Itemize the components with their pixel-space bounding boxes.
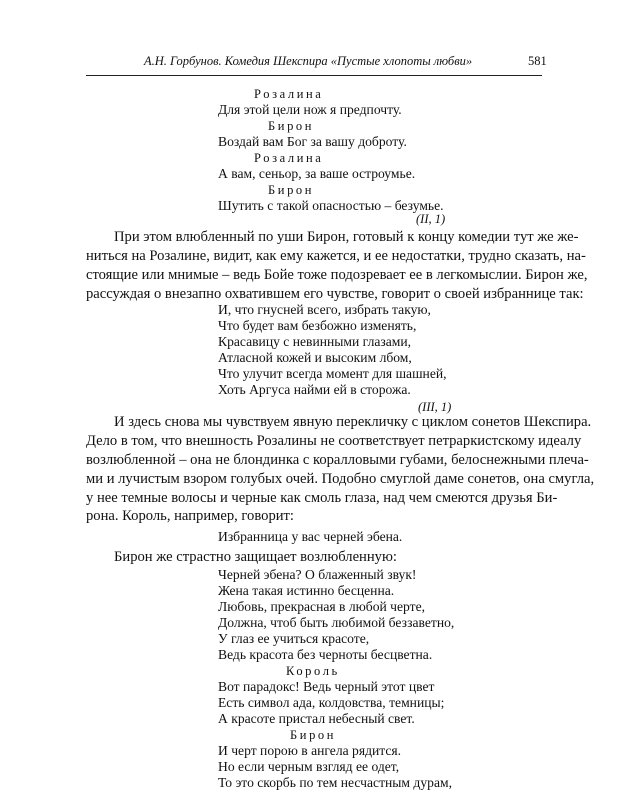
verse-line: Что улучит всегда момент для шашней,	[218, 366, 447, 381]
text-line: ми и лучистым взором голубых очей. Подобно смуглой даме сонетов, она смугла,	[86, 470, 595, 487]
speaker-label: Розалина	[254, 87, 324, 101]
speaker-label: Розалина	[254, 151, 324, 165]
text-line: Бирон же страстно защищает возлюбленную:	[114, 549, 397, 565]
verse-line: Шутить с такой опасностью – безумье.	[218, 198, 444, 213]
verse-line: То это скорбь по тем несчастным дурам,	[218, 775, 452, 790]
paragraph-3	[86, 548, 542, 567]
header-rule	[86, 75, 542, 76]
speaker-label: Король	[286, 664, 340, 678]
verse-line: Есть символ ада, колдовства, темницы;	[218, 695, 445, 710]
speaker-label: Бирон	[268, 183, 315, 197]
verse-line: Ведь красота без черноты бесцветна.	[218, 647, 433, 662]
verse-line: А красоте пристал небесный свет.	[218, 711, 415, 726]
verse-block-2	[218, 302, 447, 398]
paragraph-2	[86, 413, 595, 526]
text-line: возлюбленной – она не блондинка с коралловыми губами, белоснежными плеча-	[86, 451, 589, 468]
verse-line: А вам, сеньор, за ваше остроумье.	[218, 166, 416, 181]
speaker-label: Бирон	[290, 728, 337, 742]
text-line: рона. Король, например, говорит:	[86, 508, 294, 525]
text-line: стоящие или мнимые – ведь Бойе тоже подозревает ее в легкомыслии. Бирон же,	[86, 266, 588, 283]
verse-line: Хоть Аргуса найми ей в сторожа.	[218, 382, 411, 397]
text-line: Дело в том, что внешность Розалины не соответствует петраркистскому идеалу	[86, 432, 582, 449]
verse-line: Что будет вам безбожно изменять,	[218, 318, 417, 333]
text-line: ниться на Розалине, видит, как ему кажется, и ее недостатки, трудно сказать, на-	[86, 247, 586, 264]
paragraph-1	[86, 228, 588, 304]
text-line: у нее темные волосы и черные как смоль глаза, над чем смеются друзья Би-	[86, 489, 558, 506]
citation-act-3: (III, 1)	[418, 400, 452, 414]
verse-line: Любовь, прекрасная в любой черте,	[218, 599, 426, 614]
verse-line: Красавицу с невинными глазами,	[218, 334, 412, 349]
verse-line: Должна, чтоб быть любимой беззаветно,	[218, 615, 455, 630]
text-line: рассуждая о внезапно охватившем его чувстве, говорит о своей избраннице так:	[86, 285, 584, 302]
text-line: При этом влюбленный по уши Бирон, готовый к концу комедии тут же же-	[114, 229, 579, 245]
page-number: 581	[528, 54, 547, 68]
verse-line: И, что гнусней всего, избрать такую,	[218, 302, 431, 317]
dialogue-block-1	[0, 86, 627, 214]
verse-line-king: Избранница у вас черней эбена.	[218, 529, 403, 544]
verse-line: Черней эбена? О блаженный звук!	[218, 567, 417, 582]
verse-line: Для этой цели нож я предпочту.	[218, 102, 402, 117]
verse-line: Но если черным взгляд ее одет,	[218, 759, 400, 774]
citation-act-2: (II, 1)	[416, 212, 446, 226]
verse-line: Жена такая истинно бесценна.	[218, 583, 395, 598]
verse-block-4	[0, 567, 627, 791]
verse-line: И черт порою в ангела рядится.	[218, 743, 402, 758]
verse-line: Атласной кожей и высоким лбом,	[218, 350, 412, 365]
text-line: И здесь снова мы чувствуем явную перекличку с циклом сонетов Шекспира.	[114, 414, 592, 430]
verse-line: У глаз ее учиться красоте,	[218, 631, 370, 646]
speaker-label: Бирон	[268, 119, 315, 133]
verse-line: Воздай вам Бог за вашу доброту.	[218, 134, 407, 149]
verse-line: Вот парадокс! Ведь черный этот цвет	[218, 679, 435, 694]
running-title: А.Н. Горбунов. Комедия Шекспира «Пустые хлопоты любви»	[144, 54, 473, 68]
